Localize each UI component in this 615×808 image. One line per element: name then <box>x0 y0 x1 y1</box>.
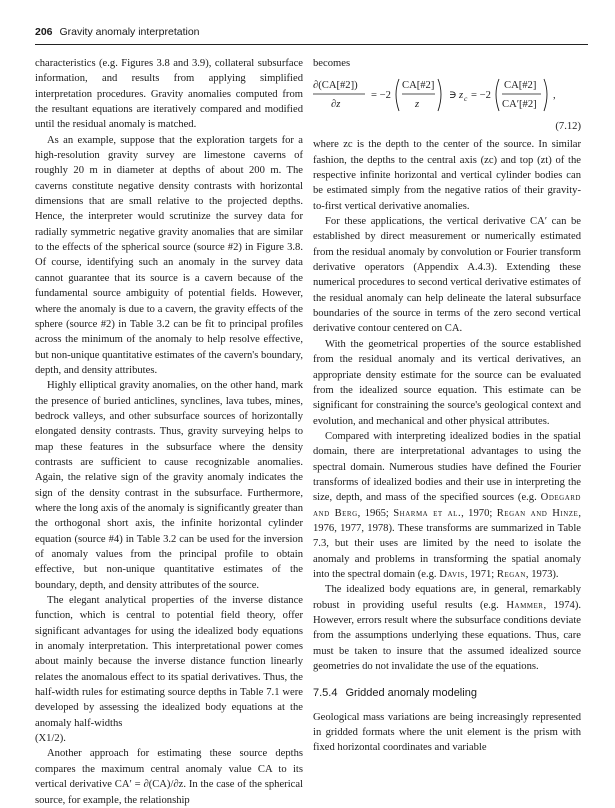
right-column <box>313 56 581 756</box>
left-column <box>35 56 303 808</box>
equation-graphic <box>313 73 581 118</box>
citation: Hammer <box>506 599 544 611</box>
citation: Regan and Hinze <box>496 507 579 519</box>
running-title: Gravity anomaly interpretation <box>59 26 200 38</box>
svg-text:∂(CA[#2]): ∂(CA[#2]) <box>313 80 358 92</box>
equation-number: (7.12) <box>555 121 581 133</box>
paragraph-text: The elegant analytical properties of the inverse distance function, which is central to potential field theory, offer significant advantages for using the idealized body equations in anomaly interpretation. This interpretational power comes about mainly because the inverse distance function linearly relates the anomalous effect to its spatial derivatives. Thus, the half-width rules for estimating source depths in Table 7.1 were developed by assessing the idealized body equations at the anomaly half-widths <box>35 595 303 729</box>
paragraph <box>35 593 303 746</box>
paragraph: Highly elliptical gravity anomalies, on the other hand, mark the presence of buried anticlines, synclines, lava tubes, mines, bedrock valleys, and other subsurface sources of horizontally elongated density contrasts. Thus, gravity surveying helps to map these features in the subsurface where the density contrasts are sufficient to cause recognizable anomalies. Again, the relative sign of the gravity anomaly indicates the sign of the density contrast in the subsurface. Furthermore, where the long axis of the anomaly is significantly greater than the orthogonal short axis, the infinite horizontal cylinder equation (source #4) in Table 3.2 can be used for the inversion of anomaly values from the principal profile to obtain effective, but non-unique quantitative estimates of the boundary, depth, and density attributes of the source. <box>35 380 303 591</box>
paragraph-text: , 1965; <box>357 507 389 519</box>
section-heading <box>313 686 581 701</box>
paragraph-text: , 1971; <box>464 568 495 580</box>
svg-text:z: z <box>415 99 420 111</box>
paragraph: As an example, suppose that the exploration targets for a high-resolution gravity survey are limestone caverns of roughly 20 m in diameter at depths of about 200 m. The caverns constitute negative density contrasts with horizontal dimensions that are small relative to the projected depths. Hence, the interpreter would scrutinize the survey data for radially symmetric negative gravity anomalies that are similar to the effects of the spherical source (source #2) in Figure 3.8. Of course, identifying such an anomaly in the survey data cannot guarantee that its source is a cavern because of the fundamental source ambiguity of potential fields. However, where the anomaly is due to a cavern, the gravity effects of the sphere (source #2) in Table 3.2 can be fit to principal profiles across the minimum of the anomaly to help resolve effective, but non-unique quantitative estimates of the cavern's boundary, depth, and density attributes. <box>35 134 303 376</box>
citation: Odegard and Berg <box>313 492 581 519</box>
header-rule <box>35 44 588 45</box>
paragraph-text: (X1/2). <box>35 733 66 745</box>
svg-text:CA[#2]: CA[#2] <box>402 80 435 92</box>
svg-text:,: , <box>553 90 556 102</box>
paragraph: becomes <box>313 58 351 69</box>
citation: Davis <box>439 568 465 580</box>
citation: Sharma et al. <box>393 507 462 519</box>
paragraph-text: , 1974). However, errors result where the subsurface conditions deviate from the assumptions underlying these equations. Thus, care must be taken to insure that the assumed idealized source geometries do not invalidate the use of the equations. <box>313 599 581 673</box>
paragraph: where zc is the depth to the center of the source. In similar fashion, the depths to the central axis (zc) and top (zt) of the respective infinite horizontal and vertical cylinder bodies can be estimated simply from the negative ratios of their gravity-to-first vertical derivative anomalies. <box>313 139 581 212</box>
section-number: 7.5.4 <box>313 687 338 700</box>
paragraph: characteristics (e.g. Figures 3.8 and 3.9), collateral subsurface information, and results from applying simplified interpretation procedures. Gravity anomalies computed from the resultant equations are iteratively compared and modified until the residual anomaly is matched. <box>35 58 303 131</box>
svg-text:= −2: = −2 <box>471 90 491 102</box>
paragraph-text: , 1970; <box>461 507 493 519</box>
section-title: Gridded anomaly modeling <box>345 687 477 700</box>
svg-text:z: z <box>459 90 464 102</box>
running-header <box>35 26 588 40</box>
paragraph-text: Compared with interpreting idealized bodies in the spatial domain, there are interpretational advantages to using the spectral domain. Numerous studies have defined the Fourier transforms of idealized bodies and their use in interpreting the size, depth, and mass of the specified sources (e.g. <box>313 430 581 504</box>
svg-text:∋: ∋ <box>449 90 457 102</box>
citation: Regan <box>496 568 526 580</box>
page-number: 206 <box>35 26 53 38</box>
svg-text:CA′[#2]: CA′[#2] <box>502 99 537 111</box>
svg-text:CA[#2]: CA[#2] <box>504 80 537 92</box>
paragraph <box>313 582 581 674</box>
paragraph: For these applications, the vertical derivative CA′ can be established by direct measurement or numerically estimated from the residual anomaly by convolution or Fourier transform derivative operators (Appendix A.4.3). Extending these numerical procedures to second vertical derivative estimates of the residual anomaly can help delineate the lateral subsurface boundaries of the source in terms of the zero second vertical derivative contour centered on CA. <box>313 216 581 335</box>
paragraph-text: The idealized body equations are, in general, remarkably robust in providing useful results (e.g. <box>313 584 581 611</box>
paragraph-text: , 1973). <box>525 568 559 580</box>
paragraph-text: , 1976, 1977, 1978). These transforms are summarized in Table 7.3, but their uses are limited by the need to isolate the anomaly and problems in transforming the spatial anomaly into the spectral domain (e.g. <box>313 507 581 580</box>
paragraph: Geological mass variations are being increasingly represented in gridded formats where the unit element is the prism with fixed horizontal coordinates and variable <box>313 711 581 754</box>
equation-7-12 <box>313 73 581 135</box>
paragraph: With the geometrical properties of the source established from the residual anomaly and its vertical derivatives, an appropriate density estimate for the source can be evaluated from the idealized source equation. This estimate can be significant for constraining the source's geological context and evolution, and mechanical and other physical attributes. <box>313 338 581 427</box>
svg-text:∂z: ∂z <box>331 99 341 111</box>
paragraph: Another approach for estimating these source depths compares the maximum central anomaly value CA to its vertical derivative CA′ = ∂(CA)/∂z. In the case of the spherical source, for example, the relationship <box>35 748 303 806</box>
svg-text:c: c <box>464 94 468 104</box>
paragraph <box>313 429 581 582</box>
svg-text:= −2: = −2 <box>371 90 391 102</box>
